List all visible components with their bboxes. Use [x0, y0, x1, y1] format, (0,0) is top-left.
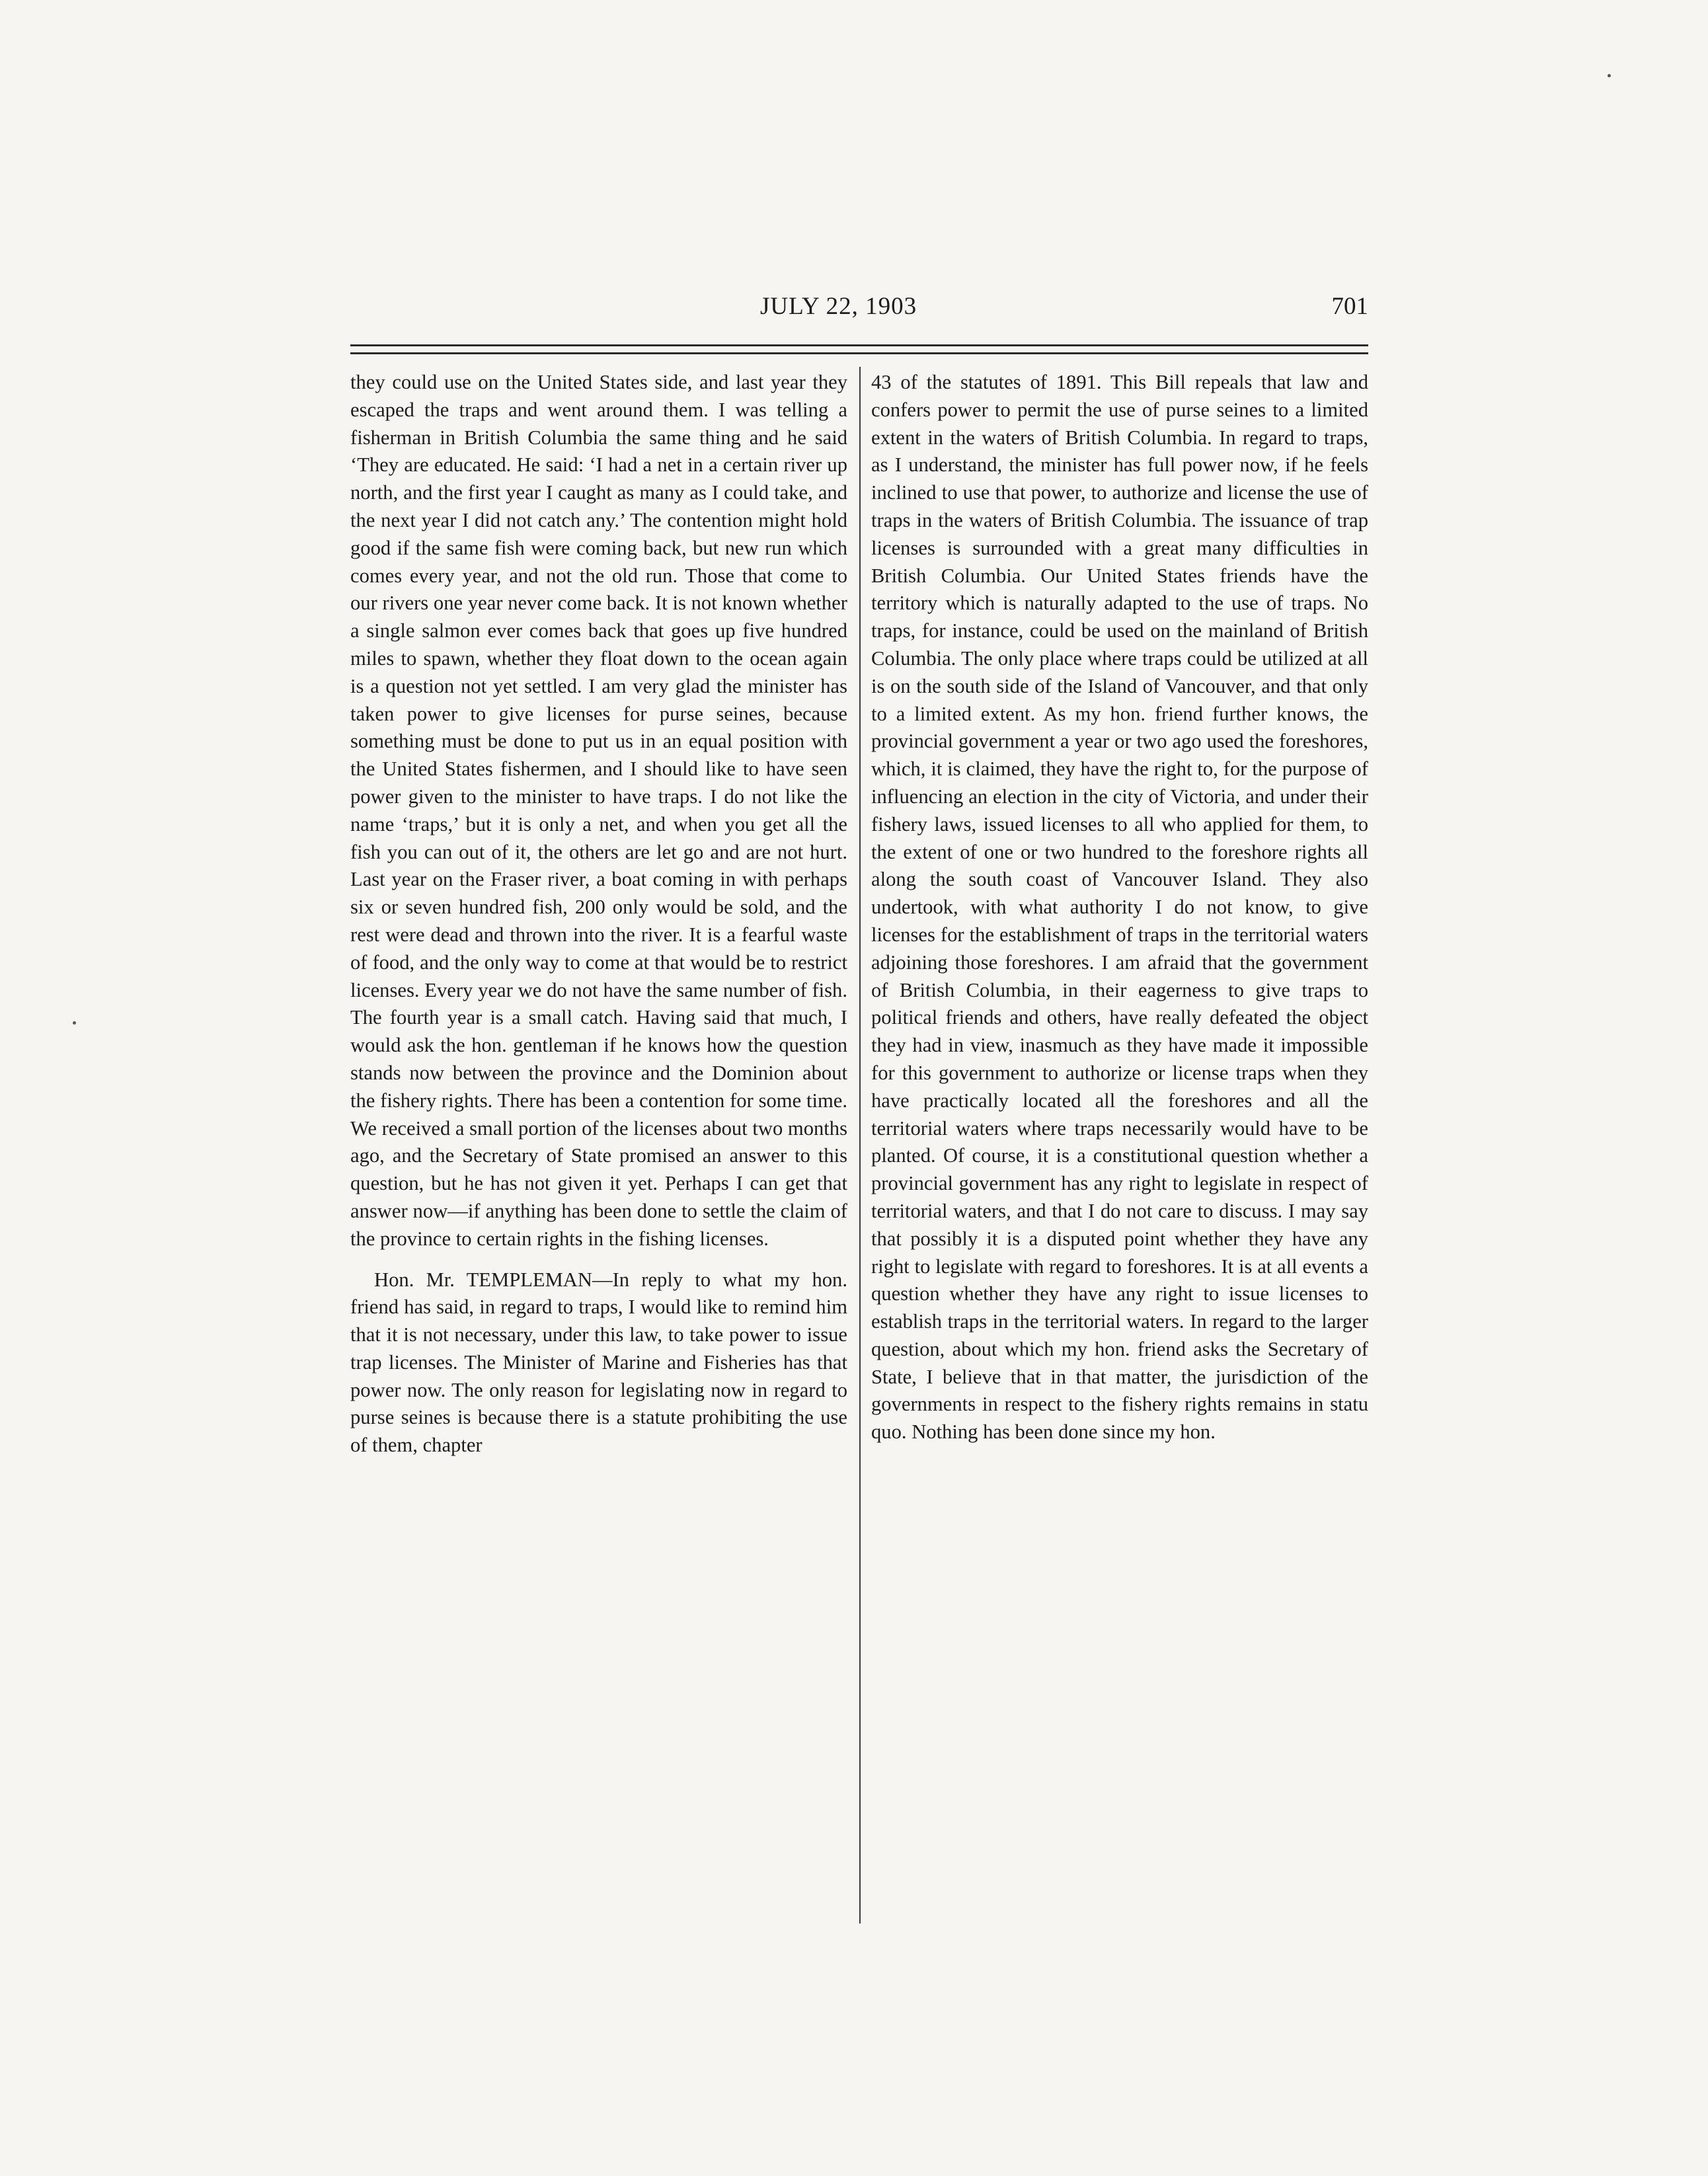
left-column	[350, 369, 847, 1459]
page-header	[350, 284, 1368, 330]
header-rule-bottom	[350, 352, 1368, 354]
right-paragraph-1: 43 of the statutes of 1891. This Bill repeals that law and confers power to permit the use of purse seines to a limited extent in the waters of British Columbia. In regard to traps, as I understand, the minister has full power now, if he feels inclined to use that power, to authorize and license the use of traps in the waters of British Columbia. The issuance of trap licenses is surrounded with a great many difficulties in British Columbia. Our United States friends have the territory which is naturally adapted to the use of traps. No traps, for instance, could be used on the mainland of British Columbia. The only place where traps could be utilized at all is on the south side of the Island of Vancouver, and that only to a limited extent. As my hon. friend further knows, the provincial government a year or two ago used the foreshores, which, it is claimed, they have the right to, for the purpose of influencing an election in the city of Victoria, and under their fishery laws, issued licenses to all who applied for them, to the extent of one or two hundred to the foreshore rights all along the south coast of Vancouver Island. They also undertook, with what authority I do not know, to give licenses for the establishment of traps in the territorial waters adjoining those foreshores. I am afraid that the government of British Columbia, in their eagerness to give traps to political friends and others, have really defeated the object they had in view, inasmuch as they have made it impossible for this government to authorize or license traps when they have practically located all the foreshores and all the territorial waters where traps necessarily would have to be planted. Of course, it is a constitutional question whether a provincial government has any right to legislate in respect of territorial waters, and that I do not care to discuss. I may say that possibly it is a disputed point whether they have any right to legislate with regard to foreshores. It is at all events a question whether they have any right to issue licenses to establish traps in the territorial waters. In regard to the larger question, about which my hon. friend asks the Secretary of State, I believe that in that matter, the jurisdiction of the governments in respect to the fishery rights remains in statu quo. Nothing has been done since my hon.	[871, 371, 1368, 1444]
left-paragraph-1: they could use on the United States side, and last year they escaped the traps and went around them. I was telling a fisherman in British Columbia the same thing and he said ‘They are educated. He said: ‘I had a net in a certain river up north, and the first year I caught as many as I could take, and the next year I did not catch any.’ The contention might hold good if the same fish were coming back, but new run which comes every year, and not the old run. Those that come to our rivers one year never come back. It is not known whether a single salmon ever comes back that goes up five hundred miles to spawn, whether they float down to the ocean again is a question not yet settled. I am very glad the minister has taken power to give licenses for purse seines, because something must be done to put us in an equal position with the United States fishermen, and I should like to have seen power given to the minister to have traps. I do not like the name ‘traps,’ but it is only a net, and when you get all the fish you can out of it, the others are let go and are not hurt. Last year on the Fraser river, a boat coming in with perhaps six or seven hundred fish, 200 only would be sold, and the rest were dead and thrown into the river. It is a fearful waste of food, and the only way to come at that would be to restrict licenses. Every year we do not have the same number of fish. The fourth year is a small catch. Having said that much, I would ask the hon. gentleman if he knows how the question stands now between the province and the Dominion about the fishery rights. There has been a contention for some time. We received a small portion of the licenses about two months ago, and the Secretary of State promised an answer to this question, but he has not given it yet. Perhaps I can get that answer now—if anything has been done to settle the claim of the province to certain rights in the fishing licenses.	[350, 371, 847, 1250]
right-column	[871, 369, 1368, 1446]
page-number: 701	[1331, 293, 1368, 320]
header-date: JULY 22, 1903	[760, 293, 917, 320]
scan-speck	[1608, 74, 1611, 77]
column-divider	[859, 367, 861, 1923]
header-rule-top	[350, 344, 1368, 346]
left-paragraph-2: Hon. Mr. TEMPLEMAN—In reply to what my hon. friend has said, in regard to traps, I would like to remind him that it is not necessary, under this law, to take power to issue trap licenses. The Minister of Marine and Fisheries has that power now. The only reason for legislating now in regard to purse seines is because there is a statute prohibiting the use of them, chapter	[350, 1268, 847, 1457]
scan-speck	[73, 1021, 76, 1025]
